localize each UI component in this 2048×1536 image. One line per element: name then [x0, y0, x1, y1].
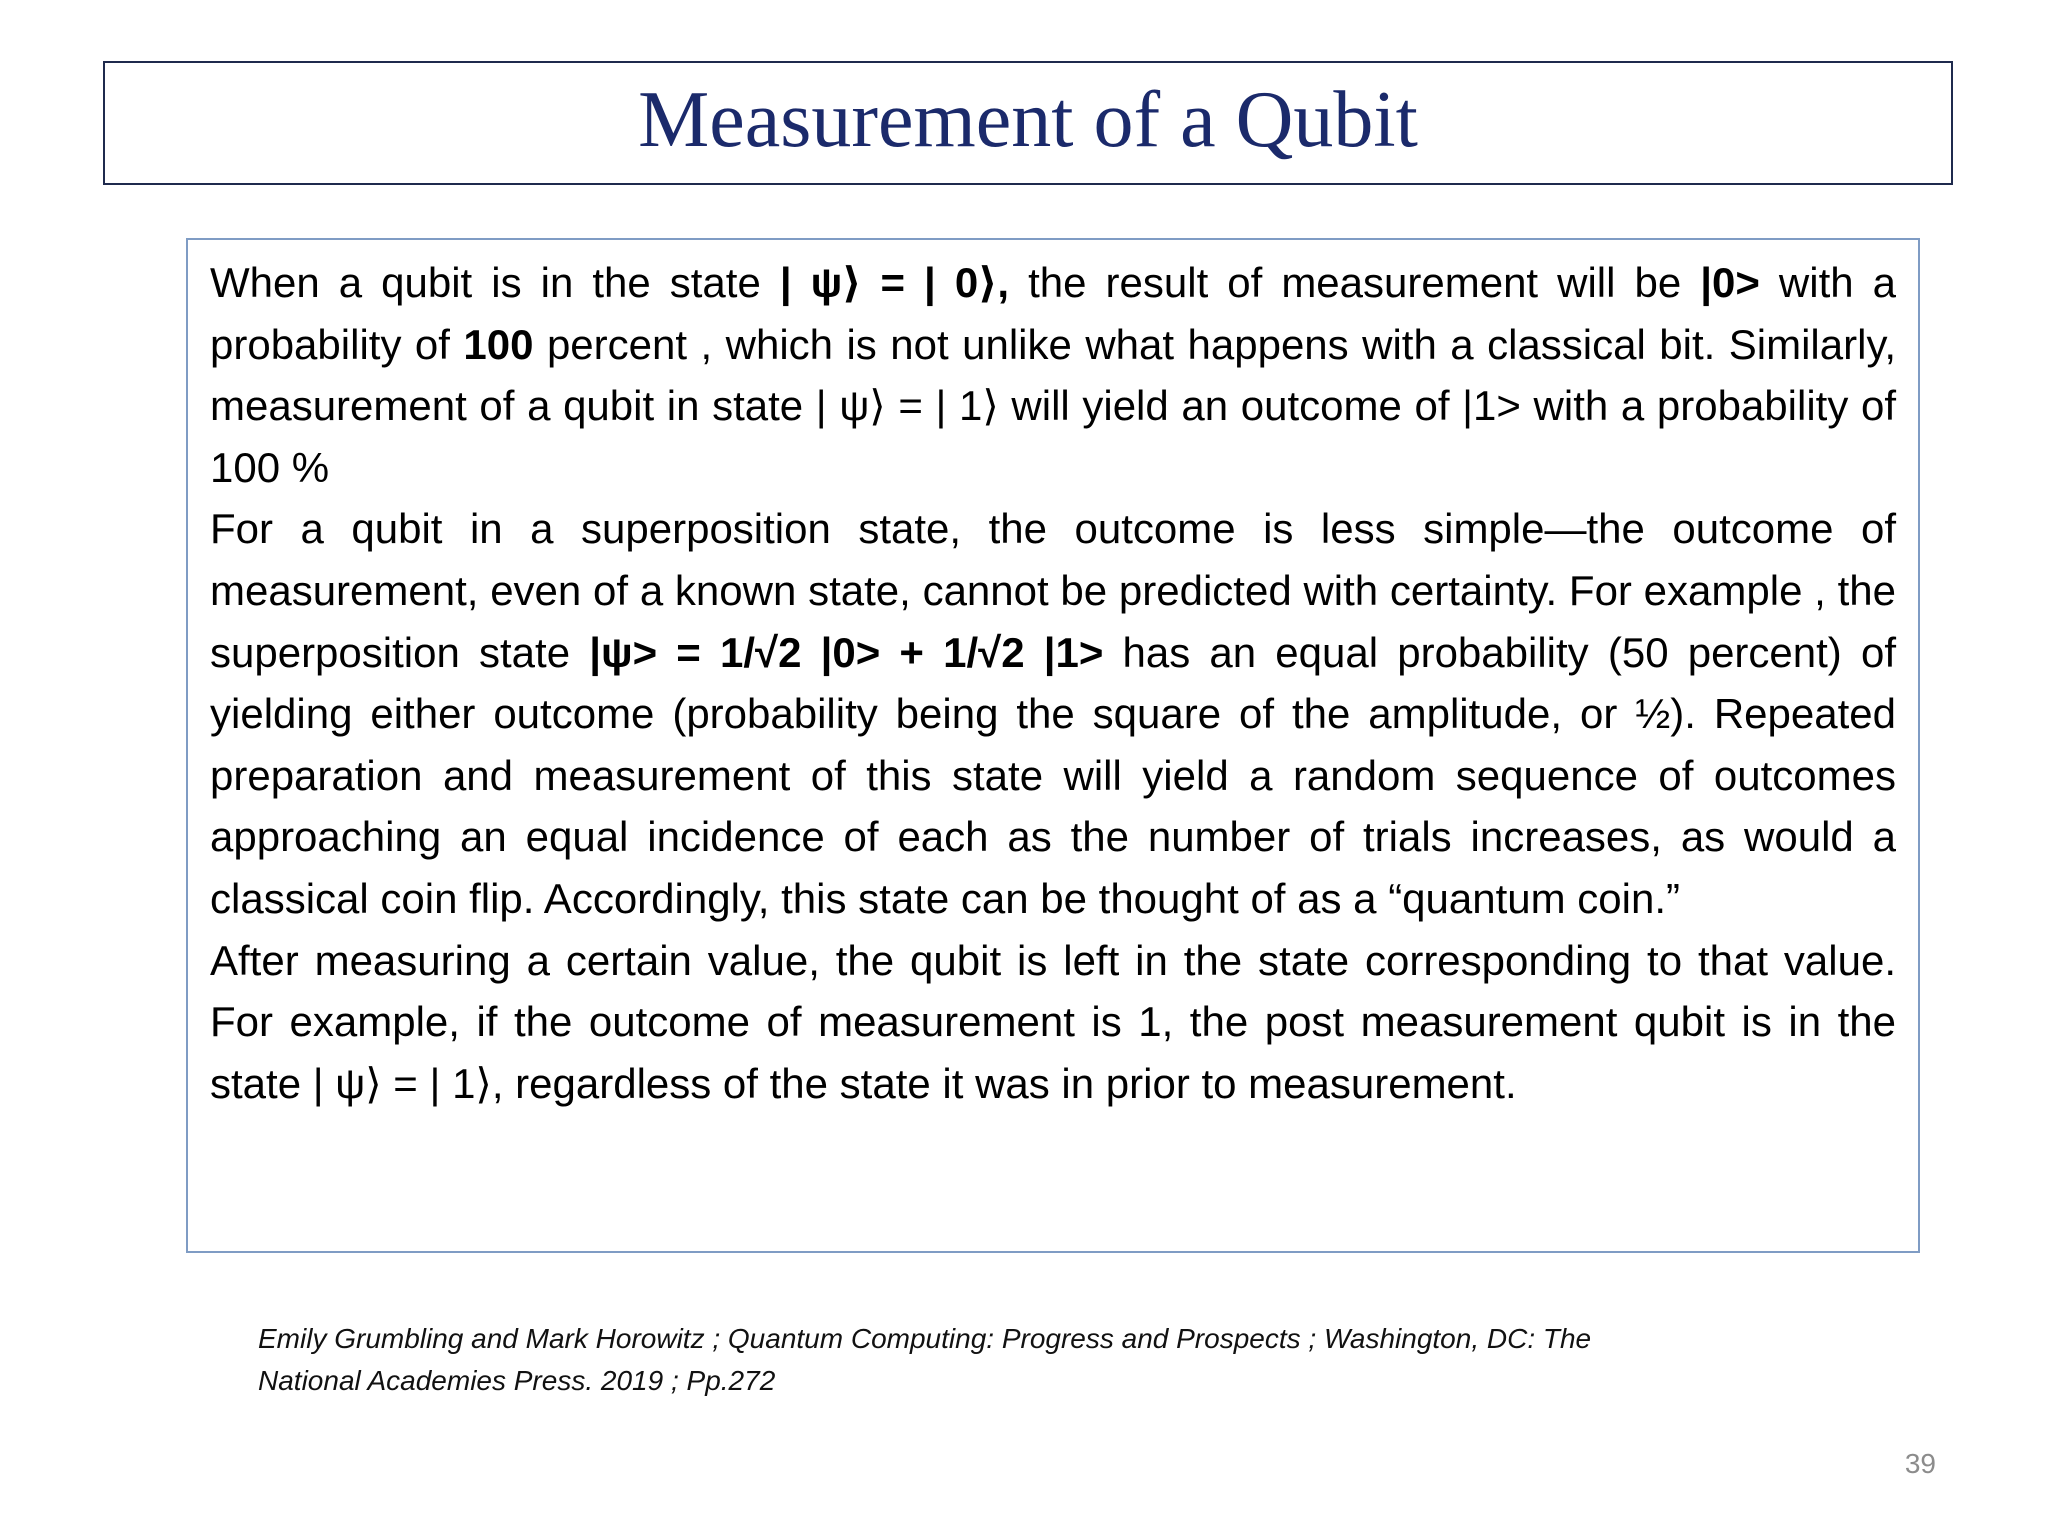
- p2-text-2: has an equal probability (50 percent) of yielding either outcome (probability being the square of the amplitude, or ½). Repeated preparation and measurement of this state will yield a random sequence of outcomes approaching an equal incidence of each as the number of trials increases, as would a classical coin flip. Accordingly, this state can be thought of as a “quantum coin.”: [210, 628, 1896, 922]
- p1-text-4: percent , which is not unlike what happens with a classical bit. Similarly, measurement of a qubit in state | ψ⟩ = | 1⟩ will yield an outcome of |1> with a probability of 100 %: [210, 320, 1896, 491]
- p1-bold-1: | ψ⟩ = | 0⟩,: [779, 259, 1010, 306]
- content-box: [186, 238, 1920, 1253]
- citation-line-1: Emily Grumbling and Mark Horowitz ; Quantum Computing: Progress and Prospects ; Washington, DC: The: [258, 1323, 1592, 1354]
- paragraph-1: [210, 252, 1896, 498]
- p1-text-1: When a qubit is in the state: [210, 259, 780, 306]
- slide-title: Measurement of a Qubit: [638, 76, 1418, 164]
- p1-text-3: with a probability of: [210, 259, 1897, 368]
- p1-bold-3: 100: [463, 320, 534, 368]
- paragraph-2: [210, 498, 1896, 929]
- page-number: 39: [1904, 1448, 1936, 1479]
- p1-bold-2: |0>: [1700, 259, 1760, 306]
- citation: [258, 1318, 1818, 1402]
- p1-text-2: the result of measurement will be: [1009, 259, 1701, 306]
- title-box: [103, 61, 1953, 185]
- paragraph-3: After measuring a certain value, the qubit is left in the state corresponding to that value. For example, if the outcome of measurement is 1, the post measurement qubit is in the state | ψ⟩ = | 1⟩, regardless of the state it was in prior to measurement.: [210, 936, 1896, 1107]
- p2-text-1: For a qubit in a superposition state, the outcome is less simple—the outcome of measurement, even of a known state, cannot be predicted with certainty. For example , the superposition state: [210, 505, 1896, 676]
- citation-line-2: National Academies Press. 2019 ; Pp.272: [258, 1365, 776, 1396]
- p2-bold-formula: |ψ> = 1/√2 |0> + 1/√2 |1>: [589, 628, 1104, 676]
